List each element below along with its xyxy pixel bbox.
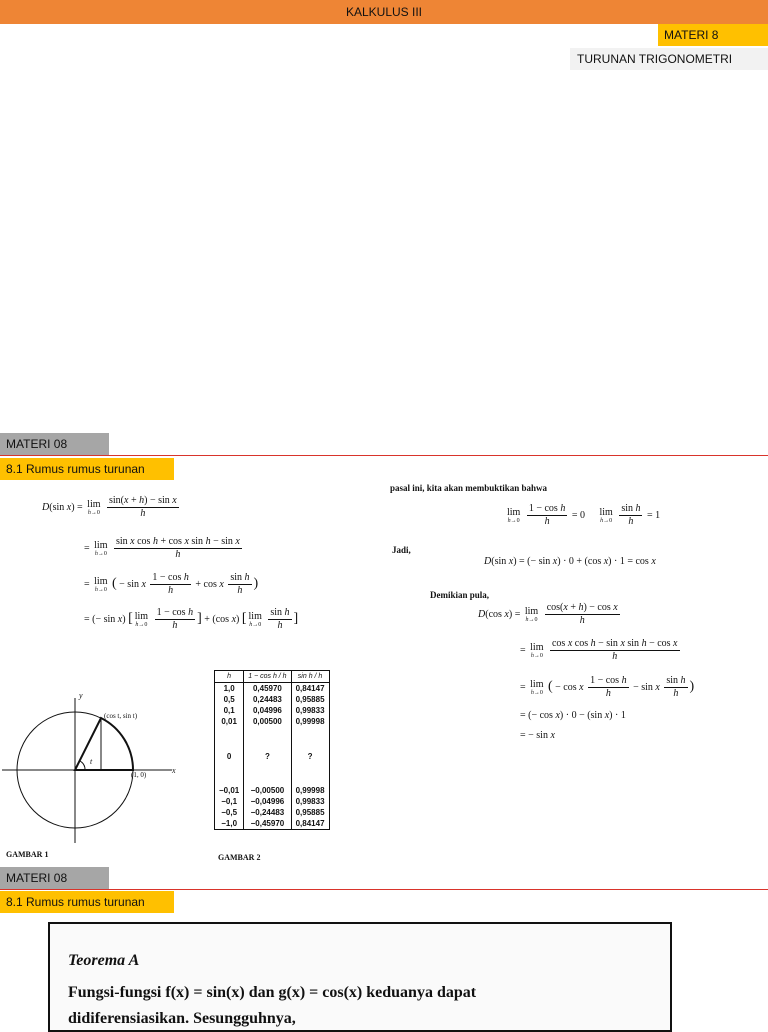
derivation-sin-line3: = lim h→0 ( − sin x $\frac{\text{1 − cos h}}{h}$ + cos x $\frac{\text{sin h}}{h}$ ) xyxy=(84,572,259,596)
cell: ? xyxy=(291,727,329,785)
x-axis-label: x xyxy=(172,766,176,775)
demikian-text: Demikian pula, xyxy=(430,590,490,600)
col-header-cos: 1 − cos h / h xyxy=(244,671,291,683)
derivation-sin-line4: = (− sin x) [ lim h→0 $\frac{\text{1 − cos h}}{h}$ ] + (cos x) [ lim h→0 $\frac{\text{sin h}}{h}$ ] xyxy=(84,607,299,631)
derivation-cos-line1: D(cos x) = lim h→0 $\frac{\text{cos(x + h) − cos x}}{h}$ xyxy=(478,602,618,626)
topic-label: TURUNAN TRIGONOMETRI xyxy=(577,52,733,66)
y-axis-label: y xyxy=(79,691,83,700)
section-label-text: MATERI 08 xyxy=(6,437,68,451)
cell: 1,0 xyxy=(215,683,244,695)
cell: 0,01 xyxy=(215,716,244,727)
cell: 0,84147 xyxy=(291,683,329,695)
figure1-caption: GAMBAR 1 xyxy=(6,850,49,859)
table-row xyxy=(215,727,330,785)
table-row xyxy=(215,796,330,807)
result-sin: D(sin x) = (− sin x) · 0 + (cos x) · 1 = cos x xyxy=(484,556,656,567)
section-divider xyxy=(0,889,768,890)
derivation-cos-line4: = (− cos x) · 0 − (sin x) · 1 xyxy=(520,710,626,721)
section-label xyxy=(0,867,109,889)
cell: −0,04996 xyxy=(244,796,291,807)
figure2-caption: GAMBAR 2 xyxy=(218,853,261,862)
course-title-bar xyxy=(0,0,768,24)
unit-circle-figure xyxy=(0,688,185,848)
values-table-figure xyxy=(214,670,330,830)
theorem-line2: didiferensiasikan. Sesungguhnya, xyxy=(68,1010,296,1027)
jadi-text: Jadi, xyxy=(392,545,411,555)
intro-text: pasal ini, kita akan membuktikan bahwa xyxy=(390,483,548,493)
cell: 0,04996 xyxy=(244,705,291,716)
point-label: (cos t, sin t) xyxy=(104,712,138,720)
cell: 0,99833 xyxy=(291,705,329,716)
cell: −0,24483 xyxy=(244,807,291,818)
limit-identities: lim h→0 $\frac{\text{1 − cos h}}{h}$ = 0 lim h→0 $\frac{\text{sin h}}{h}$ = 1 xyxy=(507,503,661,527)
derivation-cos-line2: = lim h→0 $\frac{\text{cos x cos h − sin x sin h − cos x}}{h}$ xyxy=(520,638,678,662)
cell: −1,0 xyxy=(215,818,244,830)
table-row xyxy=(215,785,330,796)
cell: ? xyxy=(244,727,291,785)
cell: −0,01 xyxy=(215,785,244,796)
cell: −0,1 xyxy=(215,796,244,807)
cell: −0,00500 xyxy=(244,785,291,796)
cell: 0,84147 xyxy=(291,818,329,830)
cell: 0,99998 xyxy=(291,785,329,796)
cell: 0,99998 xyxy=(291,716,329,727)
values-table xyxy=(214,670,330,830)
cell: 0,99833 xyxy=(291,796,329,807)
section-subtitle-text: 8.1 Rumus rumus turunan xyxy=(6,895,145,909)
table-row xyxy=(215,694,330,705)
cell: 0,00500 xyxy=(244,716,291,727)
materi-label: MATERI 8 xyxy=(664,28,719,42)
materi-badge xyxy=(658,24,768,46)
cell: −0,5 xyxy=(215,807,244,818)
table-row xyxy=(215,716,330,727)
cell: 0 xyxy=(215,727,244,785)
section-subtitle xyxy=(0,458,174,480)
cell: 0,95885 xyxy=(291,694,329,705)
cell: 0,95885 xyxy=(291,807,329,818)
axis-point-label: (1, 0) xyxy=(131,771,147,779)
course-title: KALKULUS III xyxy=(345,5,423,19)
section-label xyxy=(0,433,109,455)
theorem-title: Teorema A xyxy=(68,952,140,969)
derivation-cos-line3: = lim h→0 ( − cos x $\frac{\text{1 − cos h}}{h}$ − sin x $\frac{\text{sin h}}{h}$ ) xyxy=(520,675,695,699)
angle-label: t xyxy=(90,757,93,766)
table-row xyxy=(215,683,330,695)
col-header-sin: sin h / h xyxy=(291,671,329,683)
theorem-line1: Fungsi-fungsi f(x) = sin(x) dan g(x) = cos(x) keduanya dapat xyxy=(68,984,477,1001)
cell: 0,45970 xyxy=(244,683,291,695)
section-divider xyxy=(0,455,768,456)
table-row xyxy=(215,807,330,818)
table-row xyxy=(215,818,330,830)
section-subtitle-text: 8.1 Rumus rumus turunan xyxy=(6,462,145,476)
table-row xyxy=(215,705,330,716)
derivation-sin-line1: D(sin x) = lim h→0 $\frac{\text{sin(x + h) − sin x}}{h}$ xyxy=(42,495,177,519)
cell: 0,1 xyxy=(215,705,244,716)
derivation-cos-line5: = − sin x xyxy=(520,730,555,741)
cell: −0,45970 xyxy=(244,818,291,830)
section-label-text: MATERI 08 xyxy=(6,871,68,885)
col-header-h: h xyxy=(215,671,244,683)
topic-box xyxy=(570,48,768,70)
theorem-box xyxy=(48,922,672,1032)
derivation-sin-line2: = lim h→0 $\frac{\text{sin x cos h + cos x sin h − sin x}}{h}$ xyxy=(84,536,240,560)
section-subtitle xyxy=(0,891,174,913)
cell: 0,24483 xyxy=(244,694,291,705)
cell: 0,5 xyxy=(215,694,244,705)
